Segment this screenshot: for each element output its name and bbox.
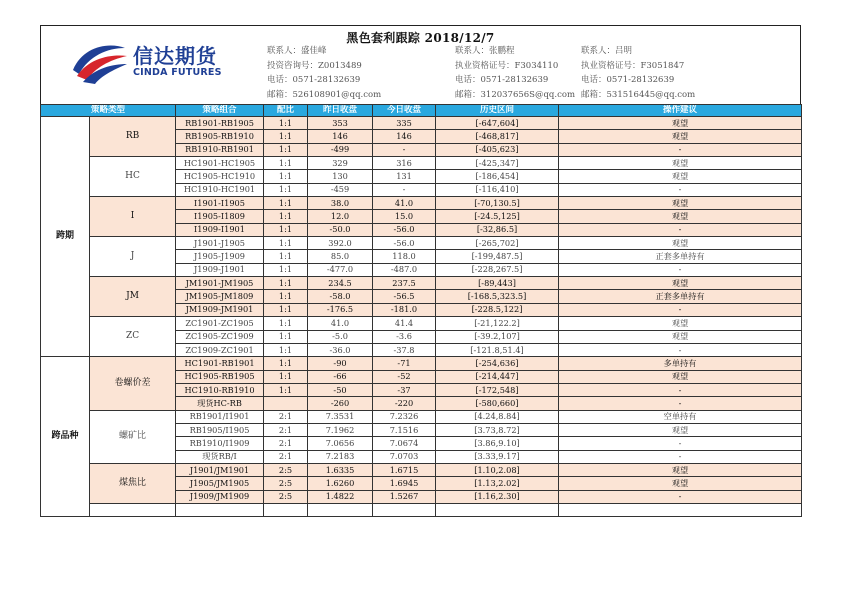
history-range-cell: [-425,347] <box>436 157 559 170</box>
col-header-combination: 策略组合 <box>176 105 264 117</box>
advice-cell: 正套多单持有 <box>559 290 802 303</box>
ratio-cell: 1:1 <box>264 277 308 290</box>
contact-name: 联系人：吕明 <box>581 46 633 56</box>
empty-cell <box>559 503 802 516</box>
ratio-cell: 1:1 <box>264 143 308 156</box>
prev-close-cell: -459 <box>308 183 373 196</box>
ratio-cell: 1:1 <box>264 197 308 210</box>
ratio-cell: 1:1 <box>264 303 308 316</box>
ratio-cell: 1:1 <box>264 263 308 276</box>
today-close-cell: 41.0 <box>373 197 436 210</box>
col-header-advice: 操作建议 <box>559 105 802 117</box>
col-header-today-close: 今日收盘 <box>373 105 436 117</box>
table-row <box>41 157 802 170</box>
today-close-cell: -56.0 <box>373 237 436 250</box>
table-row-empty <box>41 503 802 516</box>
strategy-group: HC <box>90 157 176 197</box>
advice-cell: - <box>559 343 802 356</box>
prev-close-cell: 329 <box>308 157 373 170</box>
today-close-cell: -71 <box>373 357 436 370</box>
ratio-cell: 1:1 <box>264 117 308 130</box>
ratio-cell: 1:1 <box>264 317 308 330</box>
ratio-cell: 1:1 <box>264 130 308 143</box>
advice-cell: - <box>559 303 802 316</box>
col-header-ratio: 配比 <box>264 105 308 117</box>
empty-cell <box>308 503 373 516</box>
today-close-cell: 15.0 <box>373 210 436 223</box>
logo-name-en: CINDA FUTURES <box>133 67 222 78</box>
combination-cell: J1901/JM1901 <box>176 463 264 476</box>
prev-close-cell: -36.0 <box>308 343 373 356</box>
contact-email: 邮箱：312037656S@qq.com <box>455 89 576 100</box>
combination-cell: J1909/JM1909 <box>176 490 264 503</box>
today-close-cell: 7.0674 <box>373 437 436 450</box>
advice-cell: 观望 <box>559 157 802 170</box>
prev-close-cell: -477.0 <box>308 263 373 276</box>
prev-close-cell: 1.6260 <box>308 477 373 490</box>
history-range-cell: [-228.5,122] <box>436 303 559 316</box>
combination-cell: JM1901-JM1905 <box>176 277 264 290</box>
strategy-group: 卷螺价差 <box>90 357 176 410</box>
table-row <box>41 237 802 250</box>
today-close-cell: -52 <box>373 370 436 383</box>
table-row <box>41 317 802 330</box>
contact-phone: 电话：0571-28132639 <box>581 75 675 85</box>
advice-cell: 空单持有 <box>559 410 802 423</box>
strategy-group-empty <box>90 503 176 516</box>
history-range-cell: [3.33,9.17] <box>436 450 559 463</box>
combination-cell: RB1910-RB1901 <box>176 143 264 156</box>
strategy-group: 煤焦比 <box>90 463 176 503</box>
strategy-group: I <box>90 197 176 237</box>
history-range-cell: [-168.5,323.5] <box>436 290 559 303</box>
prev-close-cell: 392.0 <box>308 237 373 250</box>
ratio-cell: 1:1 <box>264 343 308 356</box>
advice-cell: - <box>559 183 802 196</box>
ratio-cell: 2:1 <box>264 423 308 436</box>
arbitrage-table <box>40 104 802 517</box>
ratio-cell: 2:1 <box>264 450 308 463</box>
table-body <box>41 117 802 517</box>
table-row <box>41 463 802 476</box>
ratio-cell: 1:1 <box>264 383 308 396</box>
combination-cell: HC1905-HC1910 <box>176 170 264 183</box>
prev-close-cell: 7.2183 <box>308 450 373 463</box>
contact-phone: 电话：0571-28132639 <box>455 75 549 85</box>
history-range-cell: [-172,548] <box>436 383 559 396</box>
prev-close-cell: -58.0 <box>308 290 373 303</box>
prev-close-cell: 7.1962 <box>308 423 373 436</box>
combination-cell: ZC1909-ZC1901 <box>176 343 264 356</box>
history-range-cell: [-265,702] <box>436 237 559 250</box>
combination-cell: J1909-J1901 <box>176 263 264 276</box>
today-close-cell: -181.0 <box>373 303 436 316</box>
history-range-cell: [-89,443] <box>436 277 559 290</box>
cinda-logo <box>69 40 269 84</box>
combination-cell: I1901-I1905 <box>176 197 264 210</box>
combination-cell: ZC1901-ZC1905 <box>176 317 264 330</box>
table-row <box>41 197 802 210</box>
advice-cell: 观望 <box>559 477 802 490</box>
combination-cell: HC1905-RB1905 <box>176 370 264 383</box>
advice-cell: - <box>559 143 802 156</box>
combination-cell: RB1901/I1901 <box>176 410 264 423</box>
combination-cell: RB1905/I1905 <box>176 423 264 436</box>
contact-license: 执业资格证号：F3051847 <box>581 60 685 71</box>
combination-cell: HC1910-RB1910 <box>176 383 264 396</box>
history-range-cell: [-116,410] <box>436 183 559 196</box>
history-range-cell: [-70,130.5] <box>436 197 559 210</box>
today-close-cell: 7.1516 <box>373 423 436 436</box>
advice-cell: - <box>559 450 802 463</box>
advice-cell: 正套多单持有 <box>559 250 802 263</box>
today-close-cell: -37 <box>373 383 436 396</box>
history-range-cell: [1.16,2.30] <box>436 490 559 503</box>
prev-close-cell: 1.6335 <box>308 463 373 476</box>
combination-cell: JM1905-JM1809 <box>176 290 264 303</box>
combination-cell: I1905-I1809 <box>176 210 264 223</box>
empty-cell <box>176 503 264 516</box>
today-close-cell: 335 <box>373 117 436 130</box>
today-close-cell: -3.6 <box>373 330 436 343</box>
prev-close-cell: -5.0 <box>308 330 373 343</box>
empty-cell <box>436 503 559 516</box>
combination-cell: ZC1905-ZC1909 <box>176 330 264 343</box>
history-range-cell: [1.13,2.02] <box>436 477 559 490</box>
advice-cell: 观望 <box>559 237 802 250</box>
prev-close-cell: 353 <box>308 117 373 130</box>
ratio-cell: 1:1 <box>264 250 308 263</box>
ratio-cell: 1:1 <box>264 330 308 343</box>
today-close-cell: -56.0 <box>373 223 436 236</box>
history-range-cell: [-468,817] <box>436 130 559 143</box>
history-range-cell: [-186,454] <box>436 170 559 183</box>
ratio-cell <box>264 397 308 410</box>
ratio-cell: 2:5 <box>264 463 308 476</box>
history-range-cell: [-21,122.2] <box>436 317 559 330</box>
today-close-cell: 118.0 <box>373 250 436 263</box>
contact-name: 联系人：盛佳峰 <box>267 46 327 56</box>
prev-close-cell: -50.0 <box>308 223 373 236</box>
prev-close-cell: -176.5 <box>308 303 373 316</box>
contact-email: 邮箱：531516445@qq.com <box>581 89 696 100</box>
advice-cell: 观望 <box>559 210 802 223</box>
advice-cell: 观望 <box>559 197 802 210</box>
ratio-cell: 1:1 <box>264 290 308 303</box>
contact-phone: 电话：0571-28132639 <box>267 75 361 85</box>
contact-license: 执业资格证号：F3034110 <box>455 60 559 71</box>
empty-cell <box>373 503 436 516</box>
table-row <box>41 117 802 130</box>
prev-close-cell: 38.0 <box>308 197 373 210</box>
strategy-group: ZC <box>90 317 176 357</box>
report-title: 黑色套利跟踪 2018/12/7 <box>346 31 495 45</box>
today-close-cell: 237.5 <box>373 277 436 290</box>
empty-cell <box>264 503 308 516</box>
history-range-cell: [3.73,8.72] <box>436 423 559 436</box>
advice-cell: - <box>559 383 802 396</box>
combination-cell: HC1901-RB1901 <box>176 357 264 370</box>
ratio-cell: 1:1 <box>264 370 308 383</box>
combination-cell: 现货HC-RB <box>176 397 264 410</box>
advice-cell: - <box>559 223 802 236</box>
combination-cell: JM1909-JM1901 <box>176 303 264 316</box>
advice-cell: - <box>559 490 802 503</box>
strategy-category: 跨期 <box>41 117 90 357</box>
today-close-cell: 7.0703 <box>373 450 436 463</box>
advice-cell: 观望 <box>559 370 802 383</box>
combination-cell: HC1910-HC1901 <box>176 183 264 196</box>
ratio-cell: 2:5 <box>264 477 308 490</box>
ratio-cell: 2:1 <box>264 410 308 423</box>
history-range-cell: [-580,660] <box>436 397 559 410</box>
advice-cell: - <box>559 397 802 410</box>
ratio-cell: 1:1 <box>264 157 308 170</box>
ratio-cell: 1:1 <box>264 223 308 236</box>
advice-cell: 观望 <box>559 463 802 476</box>
contact-name: 联系人：张鹏程 <box>455 46 515 56</box>
combination-cell: RB1901-RB1905 <box>176 117 264 130</box>
contact-license: 投资咨询号：Z0013489 <box>267 60 362 71</box>
combination-cell: I1909-I1901 <box>176 223 264 236</box>
history-range-cell: [-199,487.5] <box>436 250 559 263</box>
contact-email: 邮箱：526108901@qq.com <box>267 89 382 100</box>
today-close-cell: 1.6945 <box>373 477 436 490</box>
advice-cell: 观望 <box>559 170 802 183</box>
history-range-cell: [1.10,2.08] <box>436 463 559 476</box>
advice-cell: - <box>559 437 802 450</box>
header-row <box>41 105 802 117</box>
today-close-cell: 131 <box>373 170 436 183</box>
today-close-cell: 1.5267 <box>373 490 436 503</box>
strategy-group: JM <box>90 277 176 317</box>
history-range-cell: [-24.5,125] <box>436 210 559 223</box>
ratio-cell: 2:1 <box>264 437 308 450</box>
spreadsheet <box>40 25 801 517</box>
combination-cell: 现货RB/I <box>176 450 264 463</box>
history-range-cell: [-228,267.5] <box>436 263 559 276</box>
prev-close-cell: -50 <box>308 383 373 396</box>
report-header <box>40 25 801 104</box>
combination-cell: J1901-J1905 <box>176 237 264 250</box>
strategy-group: 螺矿比 <box>90 410 176 463</box>
prev-close-cell: -260 <box>308 397 373 410</box>
prev-close-cell: -499 <box>308 143 373 156</box>
prev-close-cell: 12.0 <box>308 210 373 223</box>
col-header-strategy-type: 策略类型 <box>41 105 176 117</box>
today-close-cell: -487.0 <box>373 263 436 276</box>
prev-close-cell: 130 <box>308 170 373 183</box>
history-range-cell: [-39.2,107] <box>436 330 559 343</box>
table-row <box>41 277 802 290</box>
strategy-category: 跨品种 <box>41 357 90 517</box>
prev-close-cell: 7.0656 <box>308 437 373 450</box>
today-close-cell: 41.4 <box>373 317 436 330</box>
advice-cell: 观望 <box>559 117 802 130</box>
history-range-cell: [-647,604] <box>436 117 559 130</box>
today-close-cell: - <box>373 183 436 196</box>
advice-cell: 观望 <box>559 130 802 143</box>
today-close-cell: -220 <box>373 397 436 410</box>
logo-swoosh-icon <box>69 40 129 84</box>
ratio-cell: 1:1 <box>264 210 308 223</box>
logo-name-cn: 信达期货 <box>133 44 217 68</box>
today-close-cell: -56.5 <box>373 290 436 303</box>
combination-cell: HC1901-HC1905 <box>176 157 264 170</box>
contact-block-1 <box>267 44 381 102</box>
combination-cell: J1905-J1909 <box>176 250 264 263</box>
strategy-group: RB <box>90 117 176 157</box>
col-header-history-range: 历史区间 <box>436 105 559 117</box>
advice-cell: 观望 <box>559 423 802 436</box>
prev-close-cell: 7.3531 <box>308 410 373 423</box>
prev-close-cell: 85.0 <box>308 250 373 263</box>
today-close-cell: 1.6715 <box>373 463 436 476</box>
today-close-cell: 7.2326 <box>373 410 436 423</box>
advice-cell: 观望 <box>559 277 802 290</box>
ratio-cell: 1:1 <box>264 183 308 196</box>
table-row <box>41 410 802 423</box>
prev-close-cell: -66 <box>308 370 373 383</box>
today-close-cell: - <box>373 143 436 156</box>
today-close-cell: -37.8 <box>373 343 436 356</box>
advice-cell: - <box>559 263 802 276</box>
table-row <box>41 357 802 370</box>
advice-cell: 多单持有 <box>559 357 802 370</box>
contact-block-2 <box>455 44 575 102</box>
prev-close-cell: -90 <box>308 357 373 370</box>
history-range-cell: [4.24,8.84] <box>436 410 559 423</box>
strategy-group: J <box>90 237 176 277</box>
history-range-cell: [-121.8,51.4] <box>436 343 559 356</box>
prev-close-cell: 234.5 <box>308 277 373 290</box>
history-range-cell: [-32,86.5] <box>436 223 559 236</box>
prev-close-cell: 1.4822 <box>308 490 373 503</box>
prev-close-cell: 41.0 <box>308 317 373 330</box>
history-range-cell: [-254,636] <box>436 357 559 370</box>
ratio-cell: 1:1 <box>264 357 308 370</box>
history-range-cell: [-214,447] <box>436 370 559 383</box>
ratio-cell: 1:1 <box>264 170 308 183</box>
advice-cell: 观望 <box>559 317 802 330</box>
ratio-cell: 2:5 <box>264 490 308 503</box>
combination-cell: RB1910/I1909 <box>176 437 264 450</box>
ratio-cell: 1:1 <box>264 237 308 250</box>
combination-cell: RB1905-RB1910 <box>176 130 264 143</box>
advice-cell: 观望 <box>559 330 802 343</box>
history-range-cell: [-405,623] <box>436 143 559 156</box>
combination-cell: J1905/JM1905 <box>176 477 264 490</box>
today-close-cell: 146 <box>373 130 436 143</box>
contact-block-3 <box>581 44 695 102</box>
col-header-prev-close: 昨日收盘 <box>308 105 373 117</box>
today-close-cell: 316 <box>373 157 436 170</box>
history-range-cell: [3.86,9.10] <box>436 437 559 450</box>
prev-close-cell: 146 <box>308 130 373 143</box>
